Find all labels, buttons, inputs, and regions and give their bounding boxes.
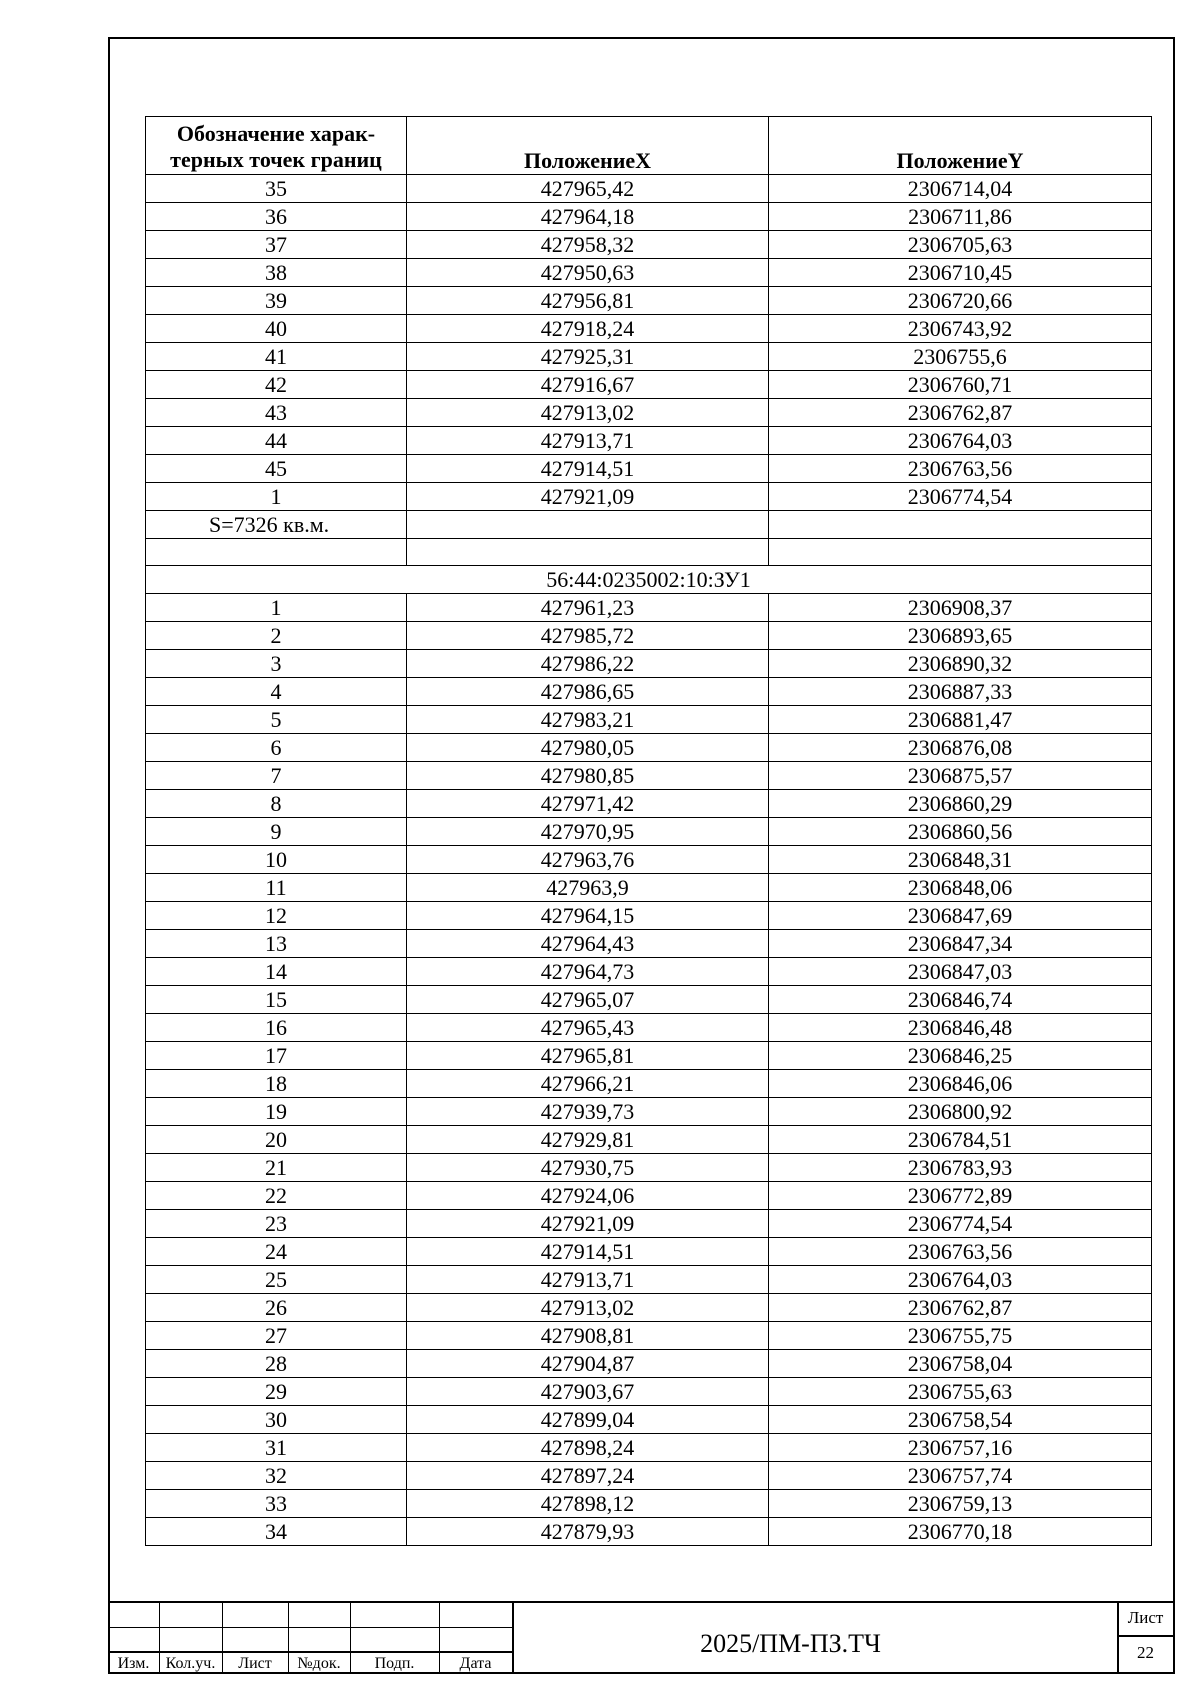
header-position-y: ПоложениеY: [769, 117, 1152, 175]
empty-cell: [769, 539, 1152, 566]
position-y-value: 2306846,48: [769, 1014, 1152, 1042]
position-x-value: 427921,09: [407, 1210, 769, 1238]
header-point-label: Обозначение харак-терных точек границ: [146, 117, 407, 175]
position-x-value: 427925,31: [407, 343, 769, 371]
table-row: [146, 455, 1152, 483]
point-number: 16: [146, 1014, 407, 1042]
position-x-value: 427908,81: [407, 1322, 769, 1350]
position-y-value: 2306755,75: [769, 1322, 1152, 1350]
position-x-value: 427924,06: [407, 1182, 769, 1210]
point-number: 1: [146, 483, 407, 511]
position-x-value: 427966,21: [407, 1070, 769, 1098]
stamp-label-change: Изм.: [117, 1655, 150, 1672]
position-x-value: 427965,42: [407, 175, 769, 203]
point-number: 20: [146, 1126, 407, 1154]
point-number: 1: [146, 594, 407, 622]
position-x-value: 427964,18: [407, 203, 769, 231]
point-number: 34: [146, 1518, 407, 1546]
position-x-value: 427980,85: [407, 762, 769, 790]
position-y-value: 2306848,31: [769, 846, 1152, 874]
stamp-label-sheet: Лист: [238, 1655, 272, 1672]
table-row: [146, 734, 1152, 762]
point-number: 33: [146, 1490, 407, 1518]
table-row: [146, 1378, 1152, 1406]
position-x-value: 427961,23: [407, 594, 769, 622]
area-value: S=7326 кв.м.: [146, 511, 407, 539]
point-number: 17: [146, 1042, 407, 1070]
table-row: [146, 1322, 1152, 1350]
position-x-value: 427913,02: [407, 399, 769, 427]
table-row: [146, 483, 1152, 511]
position-x-value: 427918,24: [407, 315, 769, 343]
stamp-label-docnum: №док.: [297, 1655, 341, 1672]
point-number: 21: [146, 1154, 407, 1182]
position-y-value: 2306759,13: [769, 1490, 1152, 1518]
table-row: [146, 203, 1152, 231]
position-y-value: 2306755,6: [769, 343, 1152, 371]
position-x-value: 427939,73: [407, 1098, 769, 1126]
stamp-rule: [1117, 1635, 1175, 1637]
position-y-value: 2306784,51: [769, 1126, 1152, 1154]
point-number: 32: [146, 1462, 407, 1490]
position-y-value: 2306774,54: [769, 483, 1152, 511]
table-row: [146, 1406, 1152, 1434]
position-y-value: 2306846,25: [769, 1042, 1152, 1070]
position-y-value: 2306764,03: [769, 1266, 1152, 1294]
table-row: [146, 986, 1152, 1014]
table-row: [146, 650, 1152, 678]
table-row: [146, 287, 1152, 315]
table-row: [146, 1210, 1152, 1238]
table-row: [146, 343, 1152, 371]
position-y-value: 2306848,06: [769, 874, 1152, 902]
table-row: [146, 762, 1152, 790]
point-number: 3: [146, 650, 407, 678]
table-row: [146, 1518, 1152, 1546]
position-x-value: 427964,43: [407, 930, 769, 958]
table-summary: [146, 511, 1152, 594]
position-x-value: 427913,02: [407, 1294, 769, 1322]
title-block: [108, 1601, 1175, 1674]
position-x-value: 427970,95: [407, 818, 769, 846]
table-row: [146, 594, 1152, 622]
position-y-value: 2306755,63: [769, 1378, 1152, 1406]
table-row: [146, 1434, 1152, 1462]
position-x-value: 427965,81: [407, 1042, 769, 1070]
table-row: [146, 706, 1152, 734]
table-row: [146, 1294, 1152, 1322]
position-x-value: 427956,81: [407, 287, 769, 315]
stamp-rule: [108, 1627, 512, 1628]
position-y-value: 2306876,08: [769, 734, 1152, 762]
table-row: [146, 874, 1152, 902]
position-x-value: 427986,22: [407, 650, 769, 678]
position-y-value: 2306908,37: [769, 594, 1152, 622]
table-row: [146, 790, 1152, 818]
point-number: 5: [146, 706, 407, 734]
point-number: 30: [146, 1406, 407, 1434]
position-y-value: 2306762,87: [769, 1294, 1152, 1322]
position-y-value: 2306860,29: [769, 790, 1152, 818]
table-row: [146, 371, 1152, 399]
position-y-value: 2306757,16: [769, 1434, 1152, 1462]
position-y-value: 2306758,54: [769, 1406, 1152, 1434]
table-row: [146, 1182, 1152, 1210]
point-number: 7: [146, 762, 407, 790]
table-row: [146, 1126, 1152, 1154]
sheet-label: Лист: [1127, 1608, 1164, 1627]
position-x-value: 427898,24: [407, 1434, 769, 1462]
table-row: [146, 315, 1152, 343]
point-number: 39: [146, 287, 407, 315]
position-y-value: 2306875,57: [769, 762, 1152, 790]
position-x-value: 427913,71: [407, 427, 769, 455]
table-section-b: [146, 594, 1152, 1546]
point-number: 10: [146, 846, 407, 874]
table-row: [146, 1490, 1152, 1518]
position-y-value: 2306890,32: [769, 650, 1152, 678]
position-y-value: 2306847,34: [769, 930, 1152, 958]
position-x-value: 427903,67: [407, 1378, 769, 1406]
position-x-value: 427965,43: [407, 1014, 769, 1042]
table-row: [146, 259, 1152, 287]
table-row: [146, 678, 1152, 706]
position-y-value: 2306758,04: [769, 1350, 1152, 1378]
point-number: 4: [146, 678, 407, 706]
point-number: 27: [146, 1322, 407, 1350]
point-number: 45: [146, 455, 407, 483]
position-y-value: 2306764,03: [769, 427, 1152, 455]
position-y-value: 2306714,04: [769, 175, 1152, 203]
table-row: [146, 846, 1152, 874]
position-y-value: 2306800,92: [769, 1098, 1152, 1126]
position-x-value: 427899,04: [407, 1406, 769, 1434]
point-number: 19: [146, 1098, 407, 1126]
position-x-value: 427983,21: [407, 706, 769, 734]
point-number: 25: [146, 1266, 407, 1294]
table-row: [146, 1070, 1152, 1098]
parcel-id-row: [146, 566, 1152, 594]
point-number: 9: [146, 818, 407, 846]
point-number: 38: [146, 259, 407, 287]
stamp-label-date: Дата: [459, 1655, 492, 1672]
position-x-value: 427963,9: [407, 874, 769, 902]
position-y-value: 2306772,89: [769, 1182, 1152, 1210]
point-number: 28: [146, 1350, 407, 1378]
position-x-value: 427916,67: [407, 371, 769, 399]
position-y-value: 2306743,92: [769, 315, 1152, 343]
position-x-value: 427964,15: [407, 902, 769, 930]
table-row: [146, 1014, 1152, 1042]
point-number: 14: [146, 958, 407, 986]
position-x-value: 427958,32: [407, 231, 769, 259]
point-number: 24: [146, 1238, 407, 1266]
table-row: [146, 427, 1152, 455]
point-number: 43: [146, 399, 407, 427]
table-row: [146, 1266, 1152, 1294]
position-y-value: 2306847,03: [769, 958, 1152, 986]
table-row: [146, 930, 1152, 958]
sheet-number: 22: [1137, 1643, 1154, 1662]
position-x-value: 427964,73: [407, 958, 769, 986]
empty-cell: [407, 539, 769, 566]
position-y-value: 2306887,33: [769, 678, 1152, 706]
position-x-value: 427930,75: [407, 1154, 769, 1182]
position-x-value: 427898,12: [407, 1490, 769, 1518]
point-number: 36: [146, 203, 407, 231]
point-number: 42: [146, 371, 407, 399]
coordinates-table: [145, 116, 1152, 1546]
point-number: 2: [146, 622, 407, 650]
table-section-a: [146, 175, 1152, 511]
point-number: 41: [146, 343, 407, 371]
stamp-rule: [108, 1651, 512, 1653]
position-y-value: 2306711,86: [769, 203, 1152, 231]
point-number: 26: [146, 1294, 407, 1322]
position-y-value: 2306846,06: [769, 1070, 1152, 1098]
table-row: [146, 231, 1152, 259]
position-x-value: 427879,93: [407, 1518, 769, 1546]
empty-cell: [146, 539, 407, 566]
position-y-value: 2306760,71: [769, 371, 1152, 399]
position-x-value: 427985,72: [407, 622, 769, 650]
position-x-value: 427965,07: [407, 986, 769, 1014]
position-x-value: 427929,81: [407, 1126, 769, 1154]
position-x-value: 427897,24: [407, 1462, 769, 1490]
table-row: [146, 1462, 1152, 1490]
table-header-row: [146, 117, 1152, 175]
position-y-value: 2306770,18: [769, 1518, 1152, 1546]
position-x-value: 427950,63: [407, 259, 769, 287]
table-row: [146, 958, 1152, 986]
point-number: 31: [146, 1434, 407, 1462]
empty-cell: [769, 511, 1152, 539]
document-code: 2025/ПМ-ПЗ.ТЧ: [700, 1629, 881, 1658]
position-x-value: 427980,05: [407, 734, 769, 762]
position-y-value: 2306763,56: [769, 455, 1152, 483]
parcel-id: 56:44:0235002:10:ЗУ1: [146, 566, 1152, 594]
stamp-label-qty: Кол.уч.: [165, 1655, 216, 1672]
blank-row: [146, 539, 1152, 566]
point-number: 15: [146, 986, 407, 1014]
position-x-value: 427913,71: [407, 1266, 769, 1294]
table-row: [146, 1238, 1152, 1266]
position-x-value: 427971,42: [407, 790, 769, 818]
point-number: 13: [146, 930, 407, 958]
point-number: 6: [146, 734, 407, 762]
table-row: [146, 1154, 1152, 1182]
position-y-value: 2306720,66: [769, 287, 1152, 315]
position-y-value: 2306783,93: [769, 1154, 1152, 1182]
table-row: [146, 1042, 1152, 1070]
position-y-value: 2306710,45: [769, 259, 1152, 287]
position-y-value: 2306763,56: [769, 1238, 1152, 1266]
position-x-value: 427921,09: [407, 483, 769, 511]
position-y-value: 2306705,63: [769, 231, 1152, 259]
point-number: 35: [146, 175, 407, 203]
empty-cell: [407, 511, 769, 539]
point-number: 40: [146, 315, 407, 343]
position-y-value: 2306846,74: [769, 986, 1152, 1014]
area-row: [146, 511, 1152, 539]
point-number: 11: [146, 874, 407, 902]
point-number: 22: [146, 1182, 407, 1210]
point-number: 23: [146, 1210, 407, 1238]
table-row: [146, 622, 1152, 650]
stamp-label-signature: Подп.: [374, 1655, 415, 1672]
table-row: [146, 818, 1152, 846]
table-row: [146, 1098, 1152, 1126]
position-x-value: 427904,87: [407, 1350, 769, 1378]
table-row: [146, 399, 1152, 427]
table-row: [146, 175, 1152, 203]
point-number: 8: [146, 790, 407, 818]
position-y-value: 2306774,54: [769, 1210, 1152, 1238]
position-y-value: 2306762,87: [769, 399, 1152, 427]
point-number: 18: [146, 1070, 407, 1098]
point-number: 29: [146, 1378, 407, 1406]
position-x-value: 427963,76: [407, 846, 769, 874]
point-number: 12: [146, 902, 407, 930]
table-row: [146, 1350, 1152, 1378]
header-position-x: ПоложениеX: [407, 117, 769, 175]
position-y-value: 2306893,65: [769, 622, 1152, 650]
position-y-value: 2306860,56: [769, 818, 1152, 846]
position-y-value: 2306757,74: [769, 1462, 1152, 1490]
position-y-value: 2306881,47: [769, 706, 1152, 734]
point-number: 37: [146, 231, 407, 259]
position-y-value: 2306847,69: [769, 902, 1152, 930]
position-x-value: 427986,65: [407, 678, 769, 706]
position-x-value: 427914,51: [407, 1238, 769, 1266]
point-number: 44: [146, 427, 407, 455]
table-row: [146, 902, 1152, 930]
position-x-value: 427914,51: [407, 455, 769, 483]
